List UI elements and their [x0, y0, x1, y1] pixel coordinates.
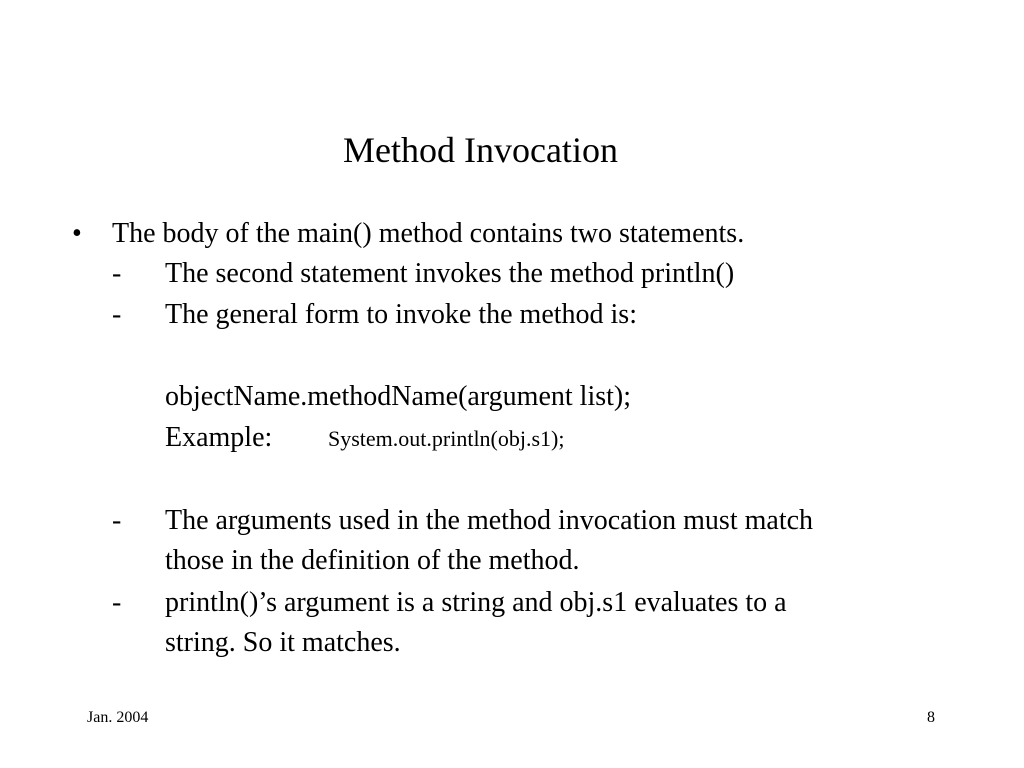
dash-icon: -: [112, 505, 122, 536]
bullet-icon: •: [72, 218, 82, 249]
page-number: 8: [927, 709, 935, 726]
sub-point-match-line1: println()’s argument is a string and obj.s1 evaluates to a: [165, 587, 787, 618]
dash-icon: -: [112, 258, 122, 289]
sub-point-arguments-line2: those in the definition of the method.: [165, 545, 580, 576]
slide-title: Method Invocation: [343, 130, 618, 170]
dash-icon: -: [112, 299, 122, 330]
sub-point-general-form: The general form to invoke the method is:: [165, 299, 637, 330]
sub-point-println: The second statement invokes the method println(): [165, 258, 735, 289]
example-code: System.out.println(obj.s1);: [328, 426, 565, 451]
footer-date: Jan. 2004: [87, 709, 149, 726]
general-form-code: objectName.methodName(argument list);: [165, 381, 632, 412]
example-label: Example:: [165, 422, 273, 453]
main-bullet-text: The body of the main() method contains two statements.: [112, 218, 745, 249]
sub-point-arguments-line1: The arguments used in the method invocation must match: [165, 505, 814, 536]
dash-icon: -: [112, 587, 122, 618]
sub-point-match-line2: string. So it matches.: [165, 627, 401, 658]
